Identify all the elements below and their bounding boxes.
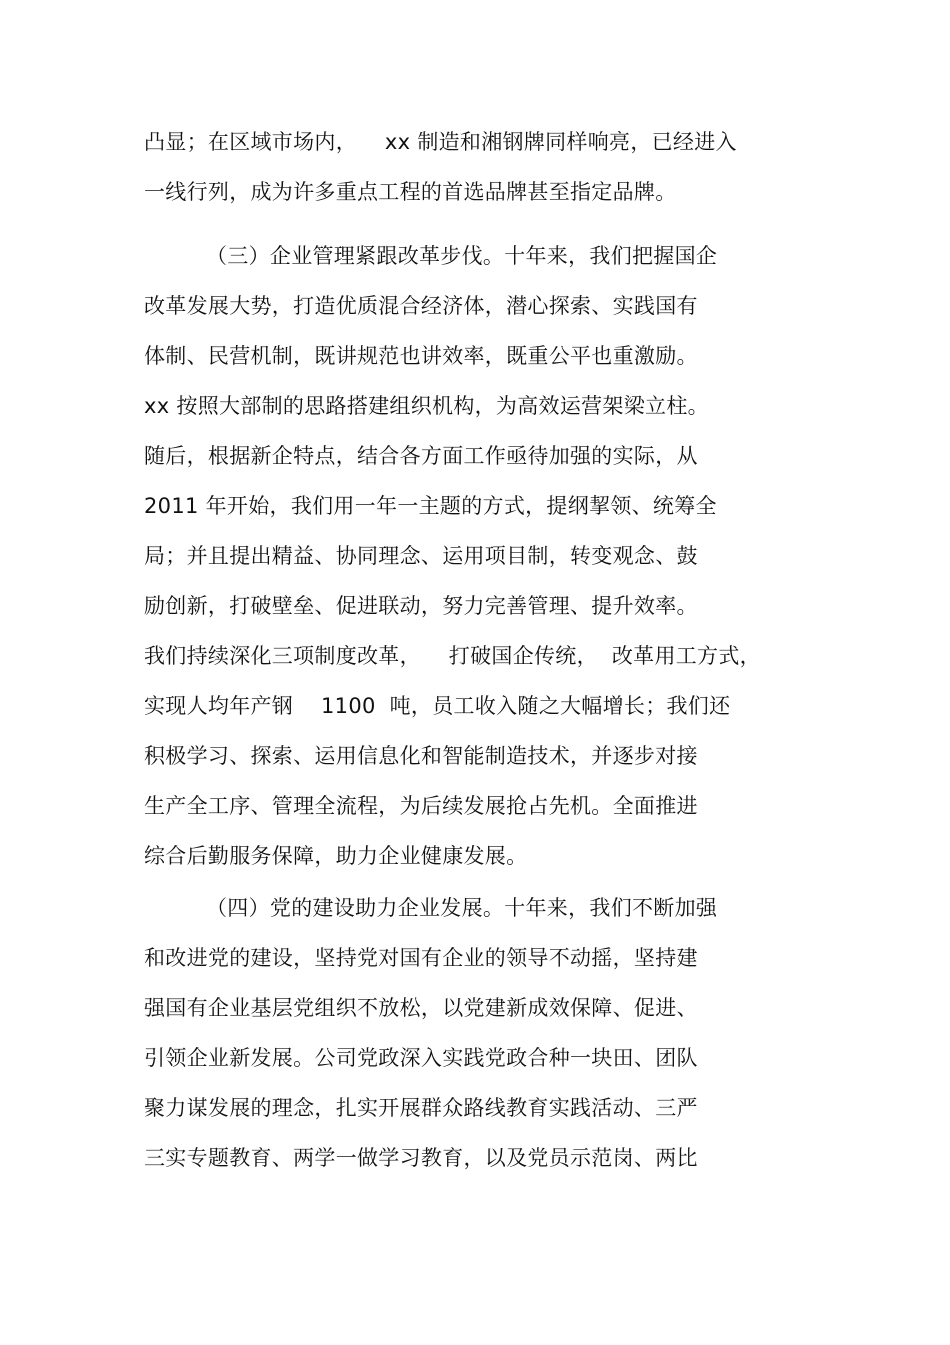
text-line: xx 按照大部制的思路搭建组织机构，为高效运营架梁立柱。 <box>144 394 709 418</box>
text-line: （四）党的建设助力企业发展。十年来，我们不断加强 <box>206 896 718 920</box>
text-line: 凸显；在区域市场内， xx 制造和湘钢牌同样响亮，已经进入 <box>144 130 737 154</box>
text-line: 改革发展大势，打造优质混合经济体，潜心探索、实践国有 <box>144 294 698 318</box>
text-line: 综合后勤服务保障，助力企业健康发展。 <box>144 844 528 868</box>
text-line: （三）企业管理紧跟改革步伐。十年来，我们把握国企 <box>206 244 718 268</box>
text-line: 体制、民营机制，既讲规范也讲效率，既重公平也重激励。 <box>144 344 698 368</box>
text-line: 三实专题教育、两学一做学习教育，以及党员示范岗、两比 <box>144 1146 698 1170</box>
text-line: 局；并且提出精益、协同理念、运用项目制，转变观念、鼓 <box>144 544 698 568</box>
text-line: 实现人均年产钢 1100 吨，员工收入随之大幅增长；我们还 <box>144 694 731 718</box>
text-line: 聚力谋发展的理念，扎实开展群众路线教育实践活动、三严 <box>144 1096 698 1120</box>
text-line: 一线行列，成为许多重点工程的首选品牌甚至指定品牌。 <box>144 180 677 204</box>
text-line: 生产全工序、管理全流程，为后续发展抢占先机。全面推进 <box>144 794 698 818</box>
paragraph-market-presence <box>144 117 824 217</box>
text-line: 和改进党的建设，坚持党对国有企业的领导不动摇，坚持建 <box>144 946 698 970</box>
text-line: 我们持续深化三项制度改革， 打破国企传统， 改革用工方式， <box>144 644 761 668</box>
text-line: 积极学习、探索、运用信息化和智能制造技术，并逐步对接 <box>144 744 698 768</box>
text-line: 励创新，打破壁垒、促进联动，努力完善管理、提升效率。 <box>144 594 698 618</box>
paragraph-management-reform <box>144 231 824 881</box>
text-line: 引领企业新发展。公司党政深入实践党政合种一块田、团队 <box>144 1046 698 1070</box>
text-line: 强国有企业基层党组织不放松，以党建新成效保障、促进、 <box>144 996 698 1020</box>
text-line: 2011 年开始，我们用一年一主题的方式，提纲挈领、统筹全 <box>144 494 717 518</box>
text-line: 随后，根据新企特点，结合各方面工作亟待加强的实际，从 <box>144 444 698 468</box>
paragraph-party-building <box>144 883 824 1183</box>
